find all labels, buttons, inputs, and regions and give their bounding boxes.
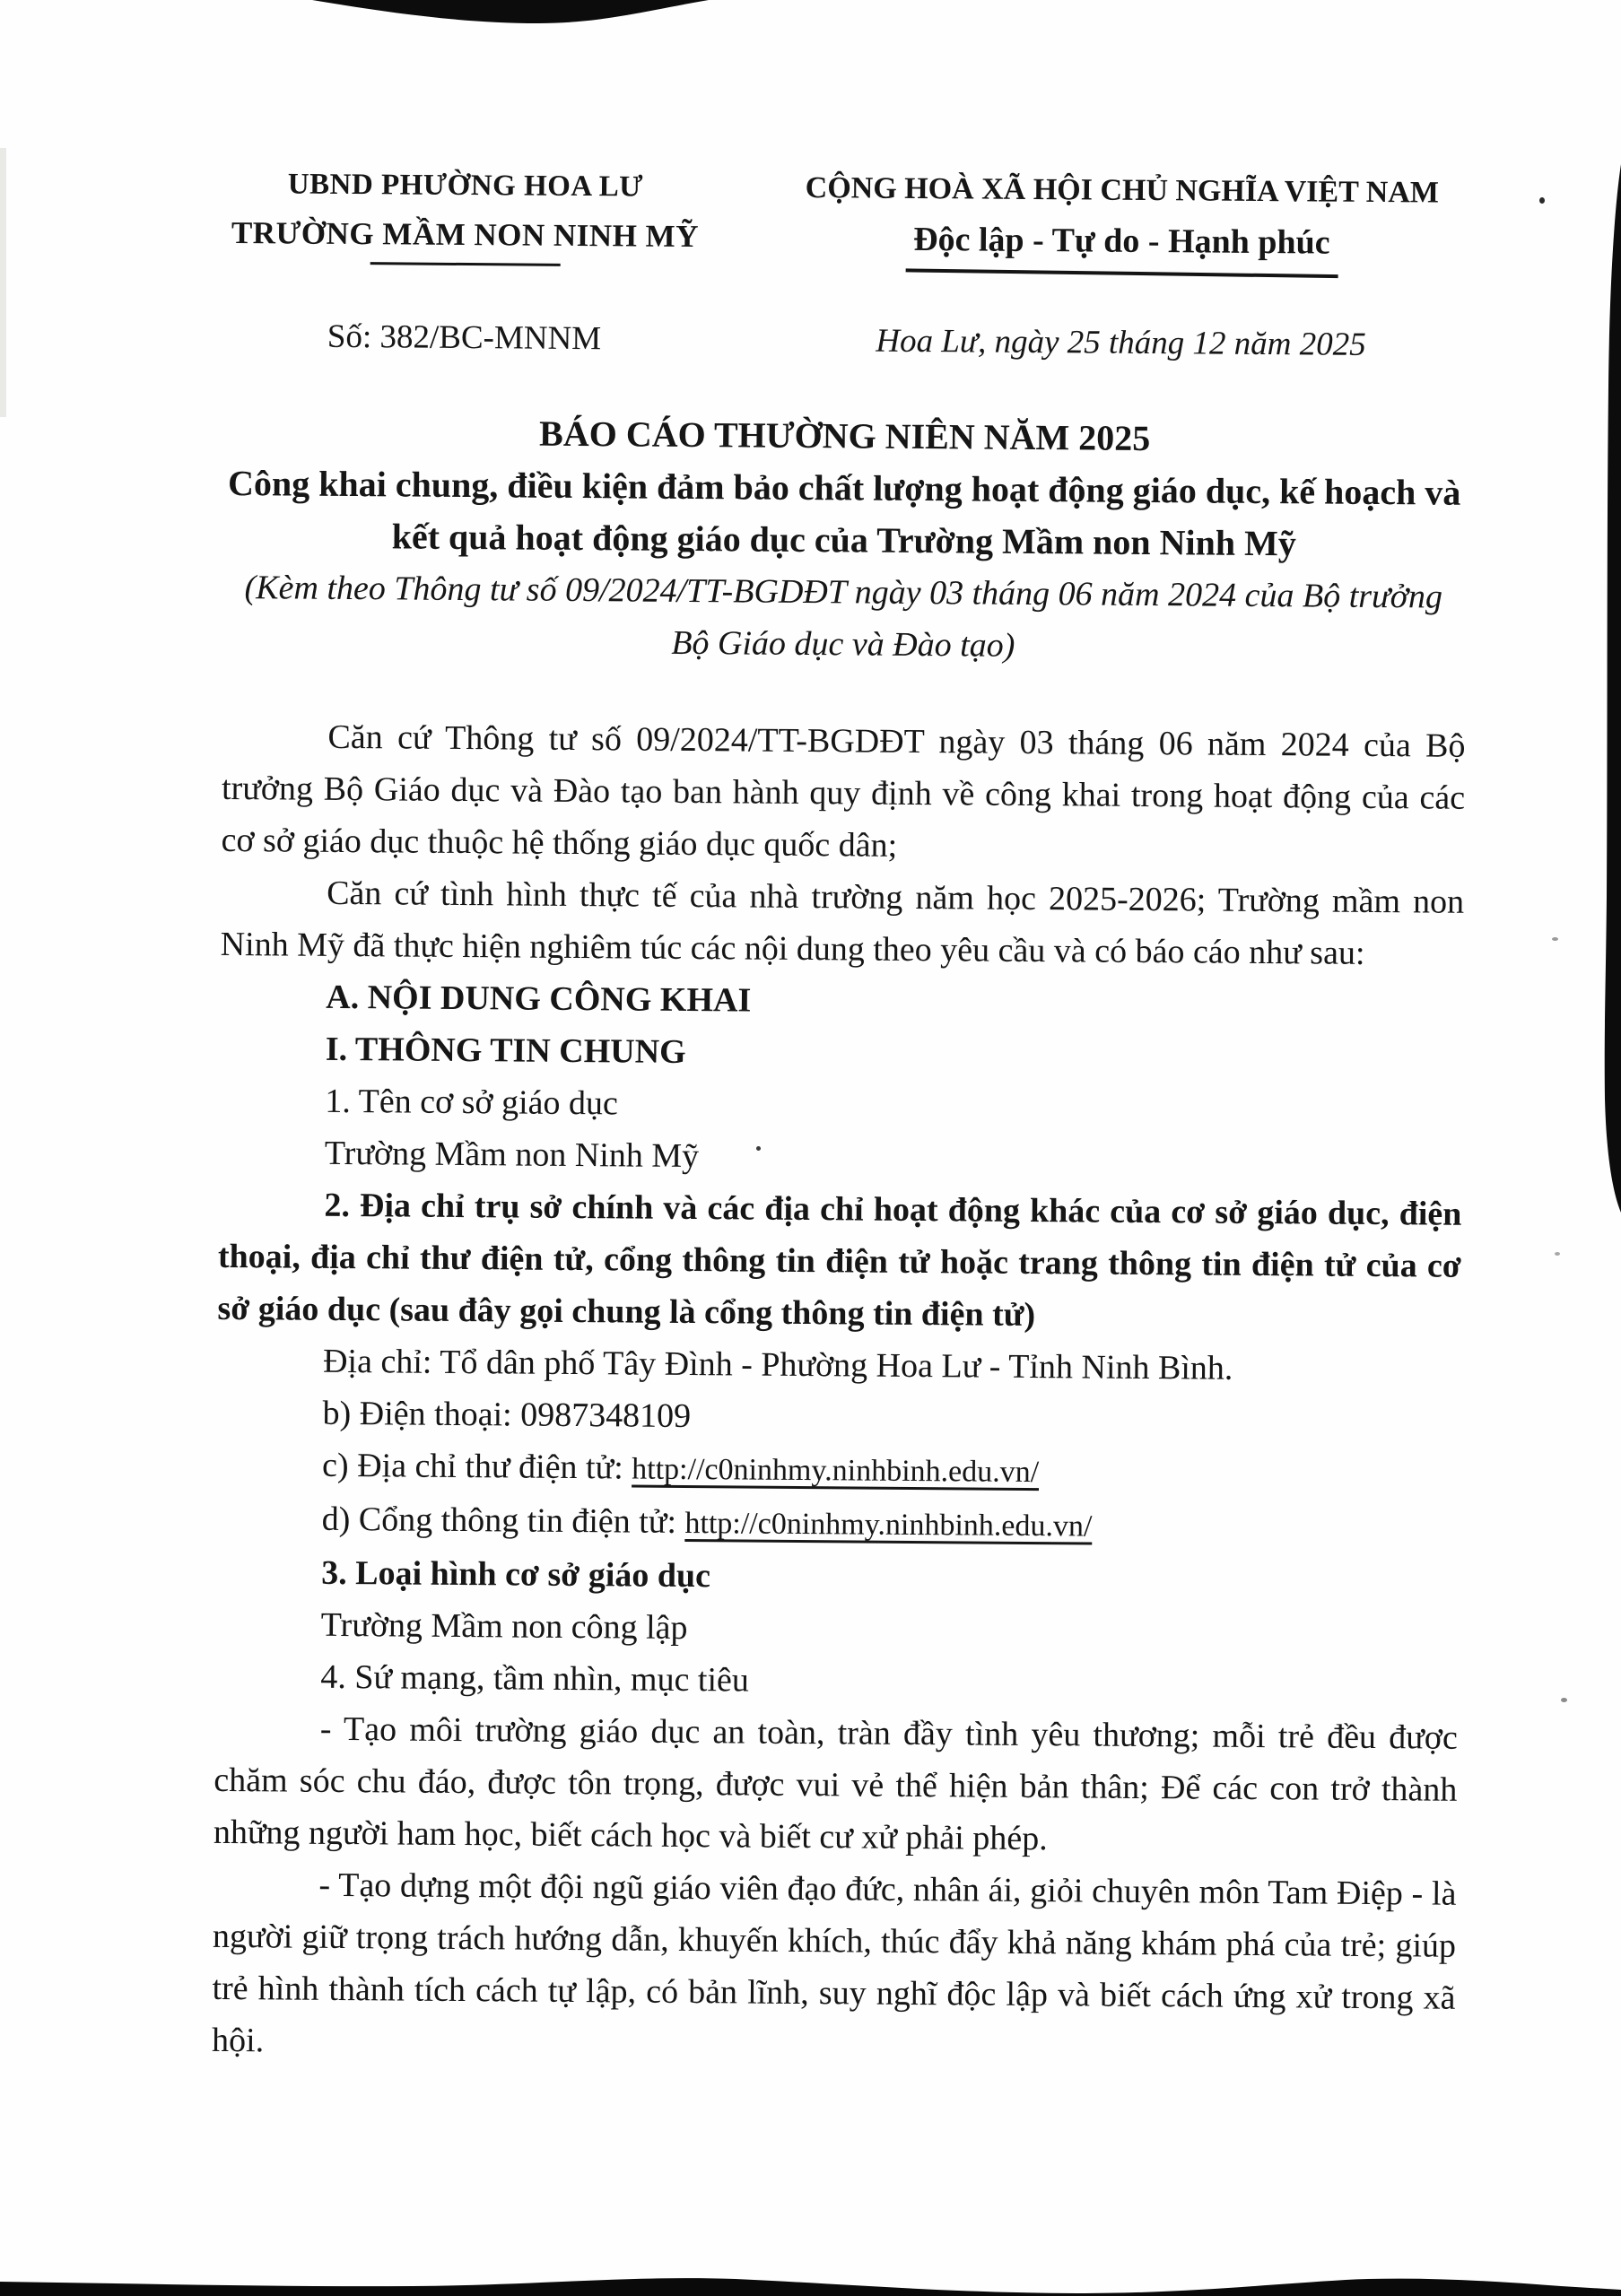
item-2-heading: 2. Địa chỉ trụ sở chính và các địa chỉ hoạt động khác của cơ sở giáo dục, điện thoại, địa chỉ thư điện tử, cổng thông tin điện tử hoặc trang thông tin điện tử của cơ sở giáo dục (sau đây gọi chung là cổng thông tin điện tử) [217,1186,1462,1335]
legal-basis-paragraph-1: Căn cứ Thông tư số 09/2024/TT-BGDĐT ngày 03 tháng 06 năm 2024 của Bộ trưởng Bộ Giáo dục và Đào tạo ban hành quy định về công khai trong hoạt động của các cơ sở giáo dục thuộc hệ thống giáo dục quốc dân; [221,718,1466,865]
issuing-org-name: TRƯỜNG MẦM NON NINH MỸ [231,214,700,255]
item-1-value: Trường Mầm non Ninh Mỹ [324,1134,700,1176]
national-motto: Độc lập - Tự do - Hạnh phúc [912,220,1330,262]
portal-label: d) Cổng thông tin điện tử: [321,1500,685,1541]
mission-paragraph-2: - Tạo dựng một đội ngũ giáo viên đạo đức, nhân ái, giỏi chuyên môn Tam Điệp - là người giữ trọng trách hướng dẫn, khuyến khích, thúc đẩy khả năng khám phá của trẻ; giúp trẻ hình thành tích cách tự lập, có bản lĩnh, suy nghĩ độc lập và biết cách ứng xử trong xã hội. [211,1866,1457,2060]
item-3-value: Trường Mầm non công lập [320,1605,688,1648]
scan-speck [1555,1252,1560,1256]
item-4-heading: 4. Sứ mạng, tầm nhìn, mục tiêu [320,1657,750,1700]
address-line: Địa chỉ: Tổ dân phố Tây Đình - Phường Hoa Lư - Tỉnh Ninh Bình. [322,1342,1233,1387]
section-a-heading: A. NỘI DUNG CÔNG KHAI [326,978,752,1020]
scan-artifact-bottom-band [0,2260,1621,2296]
scan-speck [756,1146,761,1151]
phone-line: b) Điện thoại: 0987348109 [322,1394,692,1436]
number-date-row [0,266,1619,366]
scan-speck [1561,1698,1567,1702]
report-subtitle: Công khai chung, điều kiện đảm bảo chất lượng hoạt động giáo dục, kế hoạch và kết quả hoạt động giáo dục của Trường Mầm non Ninh Mỹ [227,462,1461,564]
item-1-label: 1. Tên cơ sở giáo dục [325,1082,619,1123]
email-label: c) Địa chỉ thư điện tử: [321,1446,632,1487]
document-number: Số: 382/BC-MNNM [327,317,602,358]
section-i-heading: I. THÔNG TIN CHUNG [325,1030,686,1071]
place-date-line: Hoa Lư, ngày 25 tháng 12 năm 2025 [876,322,1366,363]
title-block [222,405,1465,675]
portal-link[interactable]: http://c0ninhmy.ninhbinh.edu.vn/ [684,1506,1093,1544]
attachment-note: (Kèm theo Thông tư số 09/2024/TT-BGDĐT ngày 03 tháng 06 năm 2024 của Bộ trưởng Bộ Giáo dục và Đào tạo) [244,569,1443,665]
issuing-org-parent: UBND PHƯỜNG HOA LƯ [287,168,644,204]
portal-line [215,1492,1459,1556]
item-3-heading: 3. Loại hình cơ sở giáo dục [321,1553,711,1596]
scan-speck [1539,197,1545,204]
national-motto-block [728,162,1517,278]
scan-speck [1552,937,1558,941]
national-title: CỘNG HOÀ XÃ HỘI CHỦ NGHĨA VIỆT NAM [805,170,1440,210]
legal-basis-paragraph-2: Căn cứ tình hình thực tế của nhà trường năm học 2025-2026; Trường mầm non Ninh Mỹ đã thực hiện nghiêm túc các nội dung theo yêu cầu và có báo cáo như sau: [220,874,1465,972]
report-title: BÁO CÁO THƯỜNG NIÊN NĂM 2025 [538,413,1151,459]
org-underline [370,262,560,266]
email-line [216,1439,1460,1502]
document-header [0,0,1621,279]
document-body [212,710,1466,2076]
email-link[interactable]: http://c0ninhmy.ninhbinh.edu.vn/ [632,1452,1040,1490]
issuing-org-block [203,159,728,273]
mission-paragraph-1: - Tạo môi trường giáo dục an toàn, tràn đầy tình yêu thương; mỗi trẻ đều được chăm sóc chu đáo, được tôn trọng, được vui vẻ thể hiện bản thân; Để các con trở thành những người ham học, biết cách học và biết cư xử phải phép. [213,1709,1458,1858]
